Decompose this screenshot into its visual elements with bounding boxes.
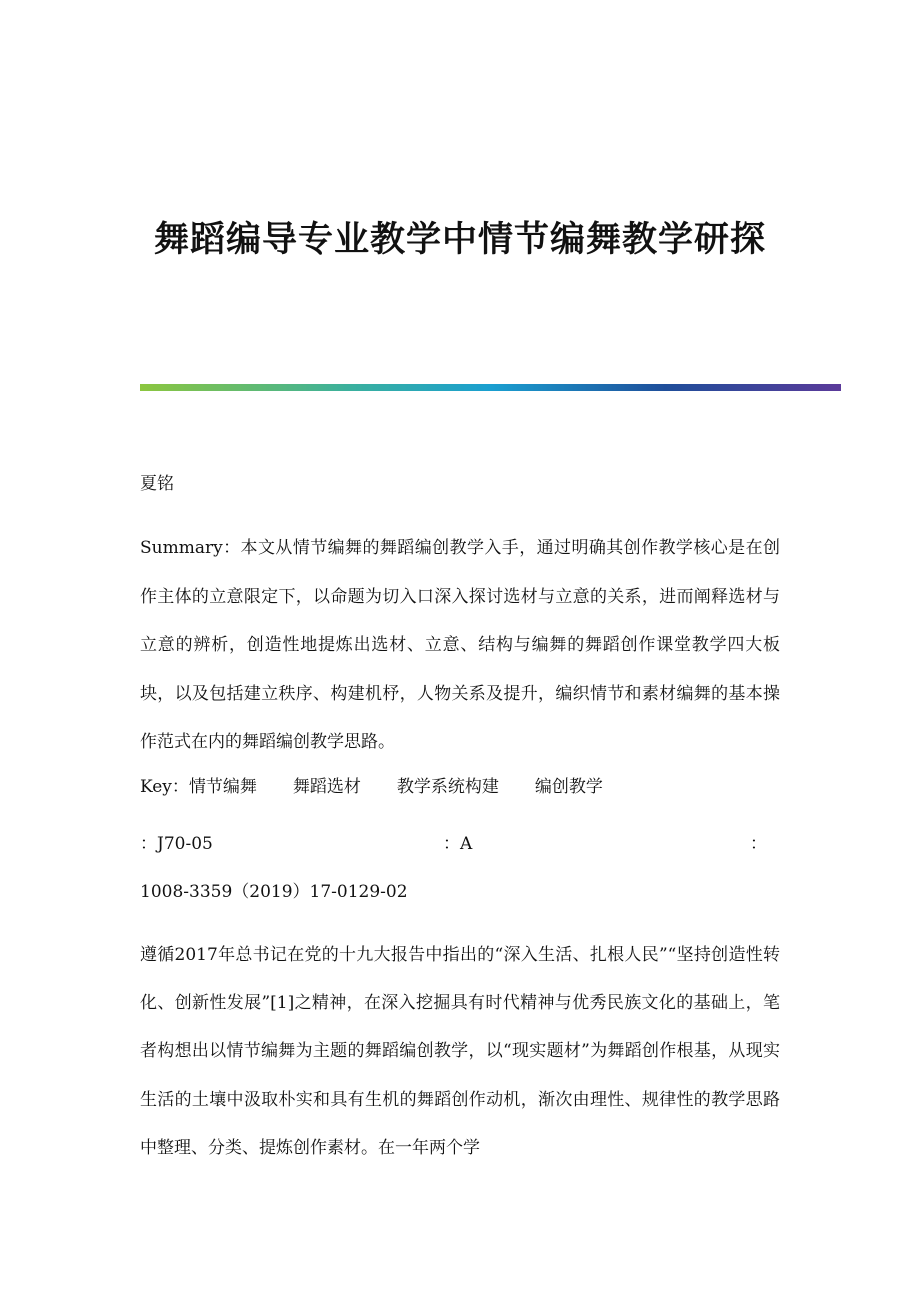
keyword-item: 教学系统构建 (396, 777, 499, 797)
summary-label: Summary： (140, 538, 241, 558)
keyword-item: 舞蹈选材 (292, 777, 361, 797)
keyword-item: 编创教学 (534, 777, 603, 797)
article-id: 1008-3359（2019）17-0129-02 (140, 882, 408, 902)
article-id-label: ： (750, 834, 767, 854)
classification-row (140, 830, 780, 858)
summary-paragraph (140, 524, 780, 767)
page-title: 舞蹈编导专业教学中情节编舞教学研探 (153, 220, 766, 260)
title-divider-rule (140, 384, 841, 391)
keywords-label: Key： (140, 777, 189, 797)
classification-number: ：J70-05 (140, 834, 213, 854)
author-name: 夏铭 (140, 474, 174, 494)
summary-text: 本文从情节编舞的舞蹈编创教学入手，通过明确其创作教学核心是在创作主体的立意限定下，以命题为切入口深入探讨选材与立意的关系，进而阐释选材与立意的辨析，创造性地提炼出选材、立意、结构与编舞的舞蹈创作课堂教学四大板块，以及包括建立秩序、构建机杼，人物关系及提升，编织情节和素材编舞的基本操作范式在内的舞蹈编创教学思路。 (140, 538, 781, 753)
keyword-item: 情节编舞 (188, 777, 257, 797)
body-paragraph: 遵循2017年总书记在党的十九大报告中指出的“深入生活、扎根人民”“坚持创造性转化、创新性发展”[1]之精神，在深入挖掘具有时代精神与优秀民族文化的基础上，笔者构想出以情节编舞为主题的舞蹈编创教学，以“现实题材”为舞蹈创作根基，从现实生活的土壤中汲取朴实和具有生机的舞蹈创作动机，渐次由理性、规律性的教学思路中整理、分类、提炼创作素材。在一年两个学 (140, 945, 780, 1158)
document-code: ：A (443, 834, 473, 854)
keywords-line (140, 773, 639, 801)
